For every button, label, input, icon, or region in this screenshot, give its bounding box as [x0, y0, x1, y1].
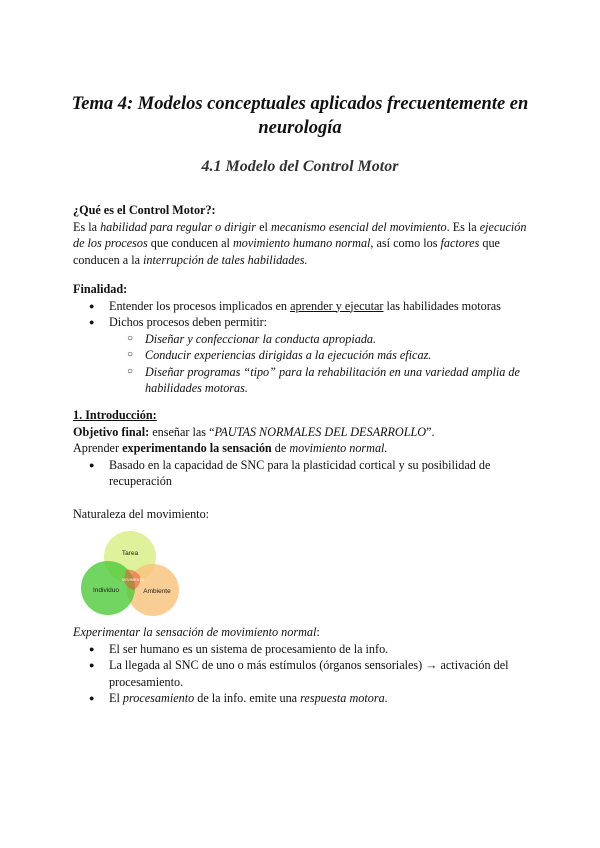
finalidad-heading: Finalidad:: [73, 282, 128, 296]
venn-label-tarea: Tarea: [121, 550, 139, 557]
naturaleza-label: Naturaleza del movimiento:: [73, 507, 210, 521]
intro-list: [73, 457, 533, 490]
sub-list-item: ○ Diseñar programas “tipo” para la rehabilitación en una variedad amplia de habilidades motoras.: [73, 364, 533, 397]
learn-line: Aprender experimentando la sensación de movimiento normal.: [73, 441, 388, 455]
movement-venn-diagram: [78, 526, 188, 626]
list-item: ● Dichos procesos deben permitir:: [73, 314, 533, 331]
section-subtitle: 4.1 Modelo del Control Motor: [201, 158, 399, 175]
experimentar-section: [73, 624, 533, 707]
finalidad-section: [73, 281, 533, 397]
page-title: Tema 4: Modelos conceptuales aplicados frecuentemente en neurología: [71, 94, 529, 138]
finalidad-list: [73, 298, 533, 397]
sub-list-item: ○ Diseñar y confeccionar la conducta apropiada.: [73, 331, 533, 348]
objective-line: Objetivo final: enseñar las “PAUTAS NORMALES DEL DESARROLLO”.: [73, 424, 435, 439]
venn-label-center: MOVIMIENTO: [122, 578, 144, 582]
experimentar-list: [73, 641, 533, 707]
definition-section: [73, 202, 533, 268]
experimentar-heading: Experimentar la sensación de movimiento normal:: [73, 625, 320, 639]
intro-section: [73, 407, 533, 490]
list-item: ● Basado en la capacidad de SNC para la plasticidad cortical y su posibilidad de recuperación: [73, 457, 533, 490]
intro-heading: 1. Introducción:: [73, 408, 157, 422]
sub-list-item: ○ Conducir experiencias dirigidas a la ejecución más eficaz.: [73, 347, 533, 364]
definition-heading: ¿Qué es el Control Motor?:: [73, 203, 216, 217]
list-item: ● La llegada al SNC de uno o más estímulos (órganos sensoriales) → activación del procesamiento.: [73, 657, 533, 690]
list-item: ● Entender los procesos implicados en aprender y ejecutar las habilidades motoras: [73, 298, 533, 315]
venn-label-ambiente: Ambiente: [143, 588, 171, 595]
definition-paragraph: Es la habilidad para regular o dirigir el mecanismo esencial del movimiento. Es la ejecución de los procesos que conducen al movimiento humano normal, así como los factores que conducen a la interrupción de tales habilidades.: [73, 219, 527, 267]
venn-label-individuo: Individuo: [92, 587, 120, 594]
list-item: ● El ser humano es un sistema de procesamiento de la info.: [73, 641, 533, 658]
list-item: ● El procesamiento de la info. emite una respuesta motora.: [73, 690, 533, 707]
